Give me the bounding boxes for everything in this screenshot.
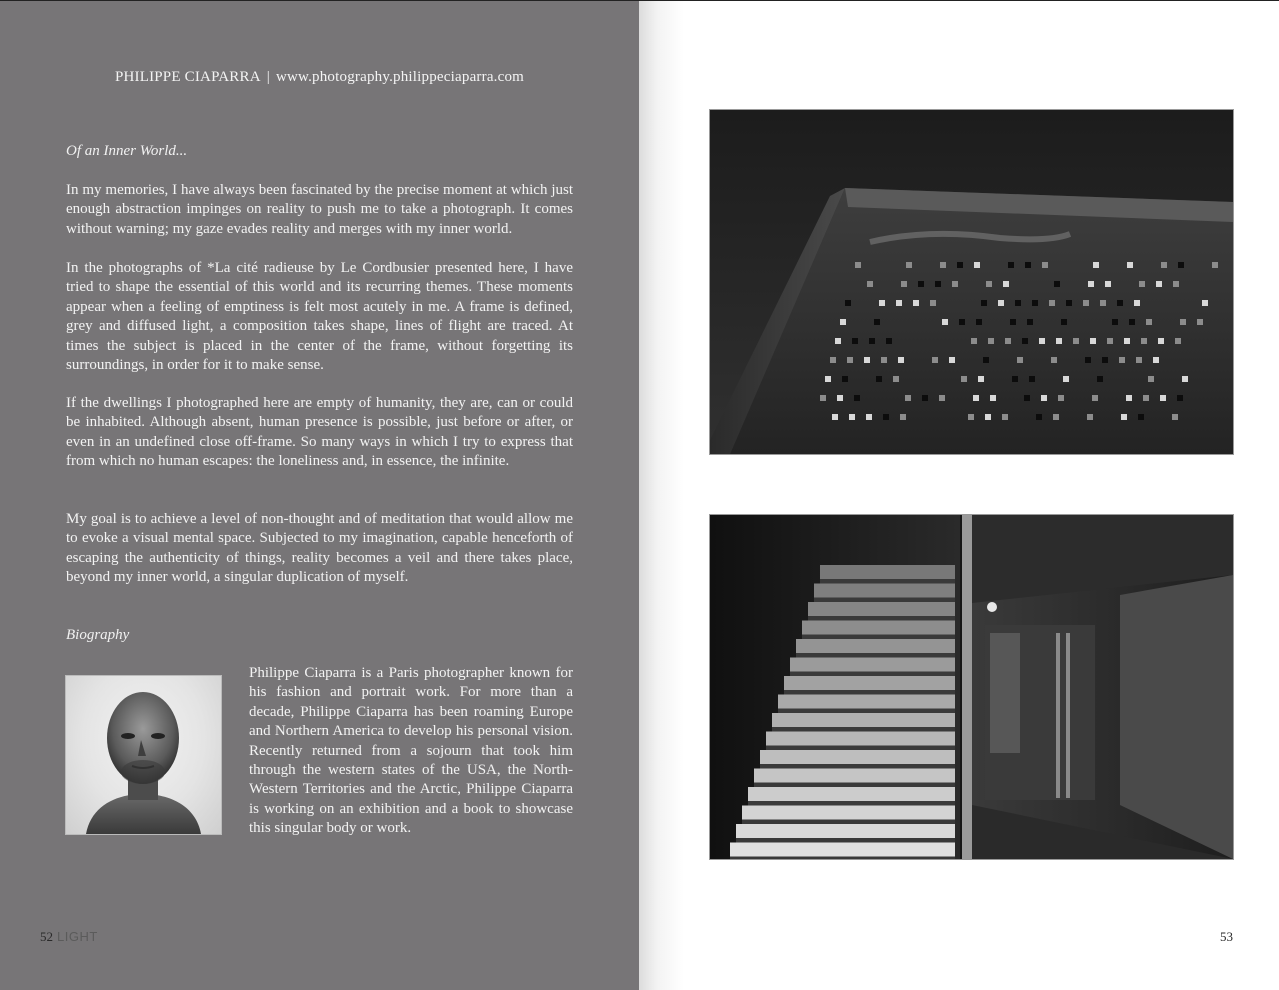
- left-page-number: 52: [40, 929, 53, 944]
- essay-paragraph-1: In my memories, I have always been fascinated by the precise moment at which just enough abstraction impinges on reality to push me to take a photograph. It comes without warning; my gaze evades reality and merges with my inner world.: [66, 182, 573, 237]
- header-author: PHILIPPE CIAPARRA: [114, 69, 261, 85]
- staircase-photo: [709, 514, 1234, 860]
- biography-text: Philippe Ciaparra is a Paris photographer known for his fashion and portrait work. For more than a decade, Philippe Ciaparra has been roaming Europe and Northern America to develop his personal vision. Recently returned from a sojourn that took him through the western states of the USA, the North-Western Territories and the Arctic, Philippe Ciaparra is working on an exhibition and a book to showcase this singular body or work.: [249, 665, 573, 837]
- left-folio: [40, 929, 98, 945]
- biography-title: Biography: [66, 627, 130, 643]
- top-rule: [0, 0, 1279, 1]
- building-facade-photo: [709, 109, 1234, 455]
- header-separator: |: [266, 69, 270, 85]
- essay-title: Of an Inner World...: [66, 143, 188, 159]
- right-page-number: 53: [1220, 929, 1233, 944]
- magazine-name: LIGHT: [57, 929, 98, 944]
- page-header: [0, 69, 639, 86]
- essay-paragraph-3: If the dwellings I photographed here are empty of humanity, they are, can or could be inhabited. Although absent, human presence is possible, just before or after, or even in an undefined close off-frame. So many ways in which I try to express that from which no human escapes: the loneliness and, in essence, the infinite.: [66, 395, 573, 470]
- author-portrait: [65, 675, 222, 835]
- left-page: [0, 0, 639, 990]
- essay-paragraph-2: In the photographs of *La cité radieuse by Le Cordbusier presented here, I have tried to shape the essential of this world and its recurring themes. These moments appear when a feeling of emptiness is felt most acutely in me. A frame is defined, grey and diffused light, a composition takes shape, lines of flight are traced. At times the subject is placed in the center of the frame, without forgetting its surroundings, in order for it to make sense.: [66, 260, 573, 374]
- essay-paragraph-4: My goal is to achieve a level of non-thought and of meditation that would allow me to evoke a visual mental space. Subjected to my imagination, capable henceforth of escaping the authenticity of things, reality becomes a veil and there takes place, beyond my inner world, a singular duplication of myself.: [66, 511, 573, 586]
- header-website: www.photography.philippeciaparra.com: [275, 69, 525, 85]
